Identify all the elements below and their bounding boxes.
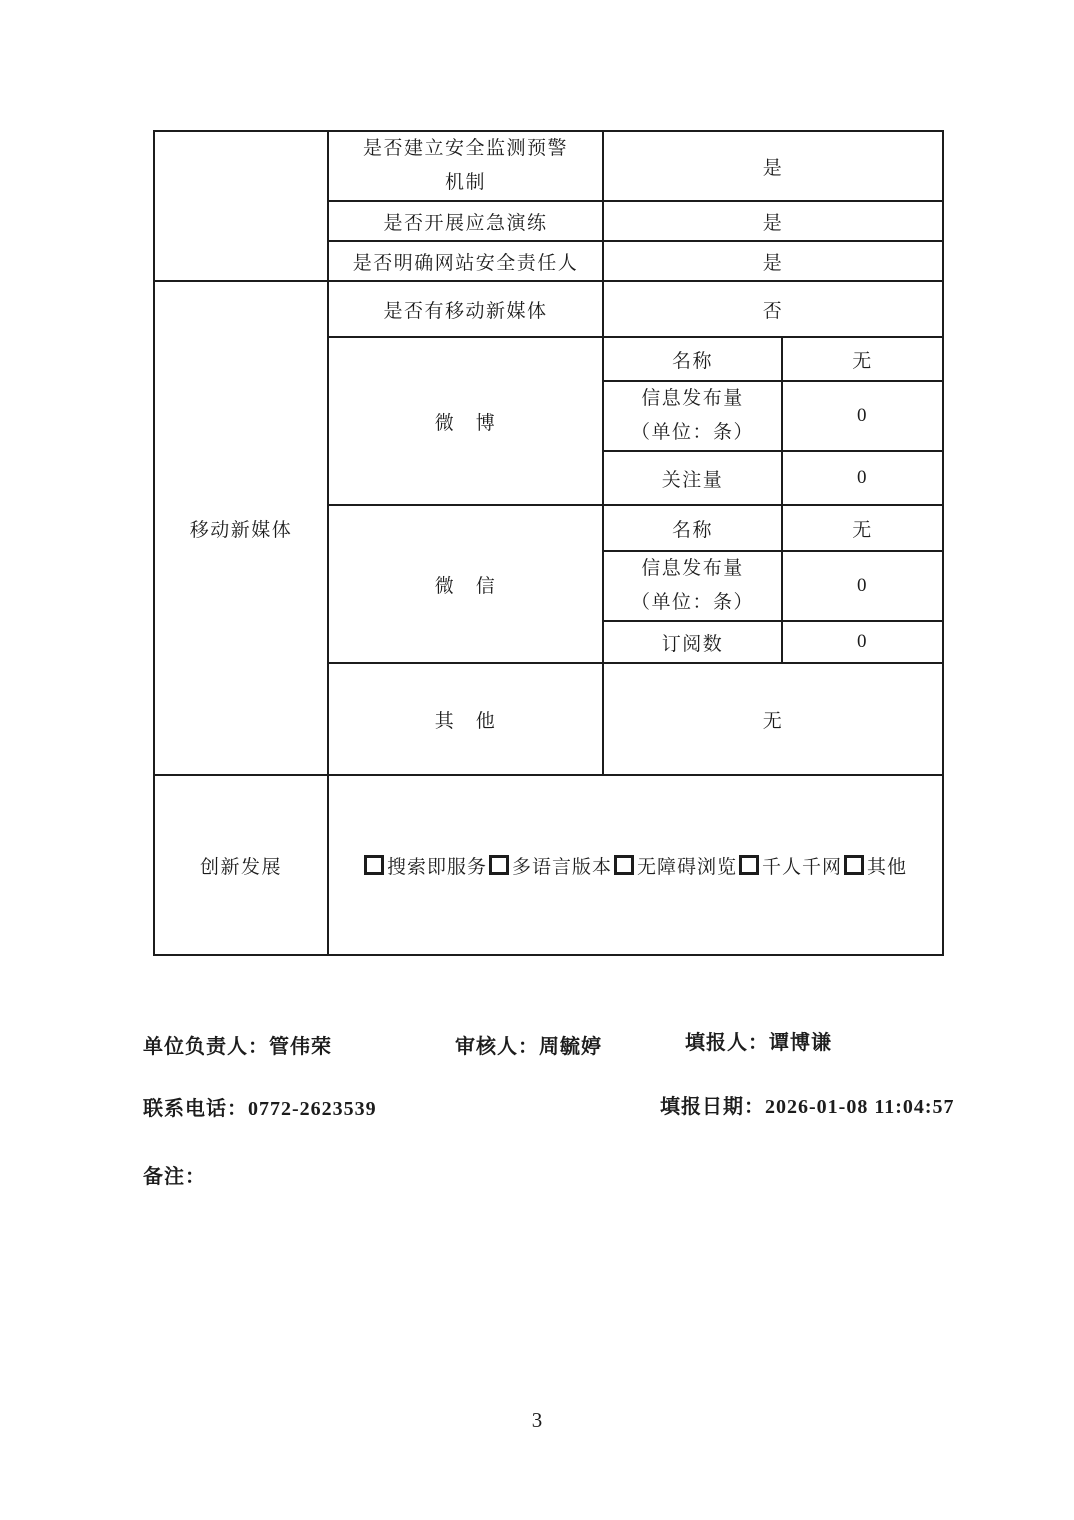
wechat-posts-value: 0 xyxy=(782,551,943,621)
posts-label-line1: 信息发布量 xyxy=(641,388,744,409)
posts-label-line2: （单位：条） xyxy=(630,592,754,613)
weibo-followers-label: 关注量 xyxy=(603,451,782,505)
checkbox-icon xyxy=(364,855,384,875)
phone-label: 联系电话： xyxy=(143,1098,248,1120)
filler-name: 谭博谦 xyxy=(769,1032,832,1054)
phone-field xyxy=(143,1092,377,1121)
phone-number: 0772-2623539 xyxy=(248,1098,377,1120)
innovation-option xyxy=(489,852,612,879)
security-answer-warning-mechanism: 是 xyxy=(603,131,943,201)
filler-field xyxy=(685,1026,832,1055)
innovation-option-label: 多语言版本 xyxy=(511,856,612,878)
security-question-warning-mechanism xyxy=(328,131,603,201)
innovation-option-label: 其他 xyxy=(867,856,908,878)
filler-label: 填报人： xyxy=(685,1032,769,1054)
checkbox-icon xyxy=(489,855,509,875)
weibo-name-label: 名称 xyxy=(603,337,782,381)
report-date-field xyxy=(660,1090,955,1119)
security-answer-emergency-drill: 是 xyxy=(603,201,943,241)
security-answer-responsible-person: 是 xyxy=(603,241,943,281)
report-date-value: 2026-01-08 11:04:57 xyxy=(765,1096,955,1118)
question-label-line2: 机制 xyxy=(444,172,486,193)
weibo-posts-label xyxy=(603,381,782,451)
innovation-option xyxy=(844,852,907,879)
innovation-option-label: 千人千网 xyxy=(762,856,843,878)
report-date-label: 填报日期： xyxy=(660,1096,765,1118)
table-row xyxy=(154,131,943,201)
page-number: 3 xyxy=(531,1408,543,1432)
unit-head-field xyxy=(143,1030,332,1059)
unit-head-label: 单位负责人： xyxy=(143,1036,269,1058)
innovation-option xyxy=(739,852,842,879)
innovation-option-label: 搜索即服务 xyxy=(386,856,487,878)
other-media-label: 其 他 xyxy=(328,663,603,775)
wechat-subscribers-label: 订阅数 xyxy=(603,621,782,663)
innovation-option-label: 无障碍浏览 xyxy=(636,856,737,878)
wechat-posts-label xyxy=(603,551,782,621)
security-question-responsible-person: 是否明确网站安全责任人 xyxy=(328,241,603,281)
has-new-media-value: 否 xyxy=(603,281,943,337)
auditor-name: 周毓婷 xyxy=(539,1036,602,1058)
innovation-options-cell xyxy=(328,775,943,955)
wechat-label: 微 信 xyxy=(328,505,603,663)
posts-label-line1: 信息发布量 xyxy=(641,558,744,579)
checkbox-icon xyxy=(739,855,759,875)
weibo-followers-value: 0 xyxy=(782,451,943,505)
table-row xyxy=(154,281,943,337)
security-question-emergency-drill: 是否开展应急演练 xyxy=(328,201,603,241)
other-media-value: 无 xyxy=(603,663,943,775)
innovation-option xyxy=(614,852,737,879)
innovation-section-label: 创新发展 xyxy=(154,775,328,955)
wechat-subscribers-value: 0 xyxy=(782,621,943,663)
wechat-name-value: 无 xyxy=(782,505,943,551)
wechat-name-label: 名称 xyxy=(603,505,782,551)
unit-head-name: 管伟荣 xyxy=(269,1036,332,1058)
weibo-name-value: 无 xyxy=(782,337,943,381)
posts-label-line2: （单位：条） xyxy=(630,422,754,443)
remark-label: 备注： xyxy=(143,1166,206,1188)
innovation-options-line xyxy=(335,852,936,879)
weibo-posts-value: 0 xyxy=(782,381,943,451)
has-new-media-label: 是否有移动新媒体 xyxy=(328,281,603,337)
mobile-media-section-label: 移动新媒体 xyxy=(154,281,328,775)
remark-field xyxy=(143,1160,206,1189)
innovation-option xyxy=(364,852,487,879)
weibo-label: 微 博 xyxy=(328,337,603,505)
question-label-line1: 是否建立安全监测预警 xyxy=(362,138,568,159)
checkbox-icon xyxy=(614,855,634,875)
table-row xyxy=(154,775,943,955)
security-section-cell xyxy=(154,131,328,281)
report-table xyxy=(153,130,944,956)
auditor-field xyxy=(455,1030,602,1059)
checkbox-icon xyxy=(844,855,864,875)
auditor-label: 审核人： xyxy=(455,1036,539,1058)
